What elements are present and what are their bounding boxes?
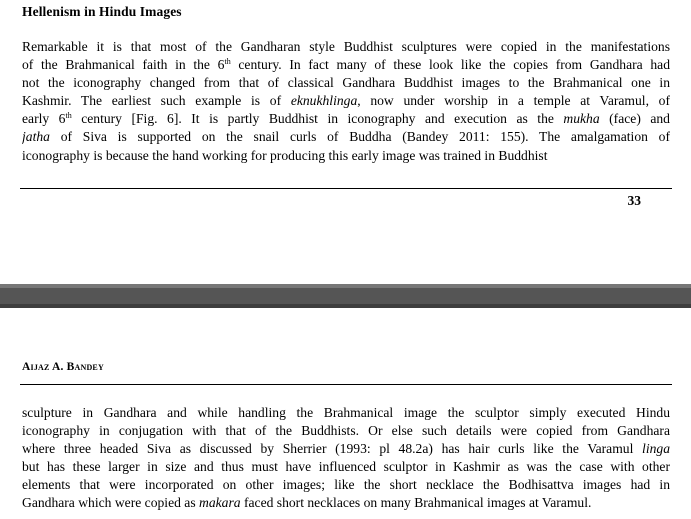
text-line bbox=[22, 494, 670, 512]
ordinal-superscript: th bbox=[224, 57, 231, 67]
text-line bbox=[22, 92, 670, 110]
text-run: Gandhara which were copied as bbox=[22, 495, 200, 511]
text-line bbox=[22, 128, 670, 146]
footer-rule bbox=[20, 188, 672, 189]
text-run: Kashmir. The earliest such example is of bbox=[22, 93, 291, 109]
text-line bbox=[22, 458, 670, 476]
text-line bbox=[22, 440, 670, 458]
text-line bbox=[22, 147, 670, 165]
text-run: faced short necklaces on many Brahmanical images at Varamul. bbox=[240, 495, 592, 511]
text-line bbox=[22, 74, 670, 92]
page-separator bbox=[0, 284, 691, 308]
text-line bbox=[22, 110, 670, 128]
text-run: sculpture in Gandhara and while handling the Brahmanical image the sculptor simply executed Hindu bbox=[22, 405, 670, 420]
header-rule bbox=[20, 384, 672, 385]
text-run: (face) and bbox=[599, 111, 670, 127]
text-run: where three headed Siva as discussed by Sherrier (1993: pl 48.2a) has hair curls like the Varamul bbox=[22, 441, 643, 457]
text-run: but has these larger in size and thus must have influenced sculptor in Kashmir as was the case with other bbox=[22, 459, 670, 475]
italic-term: eknukhlinga bbox=[290, 93, 358, 109]
text-line bbox=[22, 476, 670, 494]
page-number: 33 bbox=[627, 193, 641, 208]
text-run: century. In fact many of these look like the copies from Gandhara had bbox=[230, 57, 670, 73]
text-line bbox=[22, 38, 670, 56]
page-separator-shadow-top bbox=[0, 284, 691, 288]
paragraph-page-33 bbox=[22, 38, 670, 165]
text-run: of Siva is supported on the snail curls of Buddha (Bandey 2011: 155). The amalgamation of bbox=[49, 129, 670, 145]
italic-term: linga bbox=[642, 441, 670, 457]
paragraph-page-34 bbox=[22, 404, 670, 513]
italic-term: jatha bbox=[22, 129, 50, 145]
text-run: iconography in conjugation with that of the Buddhists. Or else such details were copied from Gandhara bbox=[22, 423, 670, 439]
ordinal-superscript: th bbox=[65, 111, 72, 121]
running-head bbox=[22, 361, 104, 373]
text-run: iconography is because the hand working for producing this early image was trained in Buddhist bbox=[22, 147, 548, 163]
text-run: of the Brahmanical faith in the 6 bbox=[22, 57, 225, 73]
text-run: early 6 bbox=[22, 111, 66, 127]
text-line bbox=[22, 56, 670, 74]
text-run: , now under worship in a temple at Varamul, of bbox=[357, 93, 670, 109]
text-line bbox=[22, 422, 670, 440]
text-line bbox=[22, 404, 670, 422]
section-heading: Hellenism in Hindu Images bbox=[22, 4, 182, 19]
text-run: century [Fig. 6]. It is partly Buddhist in iconography and execution as the bbox=[71, 111, 564, 127]
text-run: not the iconography changed from that of classical Gandhara Buddhist images to the Brahmanical one in bbox=[22, 75, 670, 91]
italic-term: makara bbox=[199, 495, 241, 511]
italic-term: mukha bbox=[563, 111, 600, 127]
text-run: Remarkable it is that most of the Gandharan style Buddhist sculptures were copied in the manifestations bbox=[22, 39, 670, 54]
running-head-text: Aijaz A. Bandey bbox=[22, 361, 104, 373]
text-run: elements that were incorporated on other images; like the short necklace the Bodhisattva images had in bbox=[22, 477, 670, 493]
